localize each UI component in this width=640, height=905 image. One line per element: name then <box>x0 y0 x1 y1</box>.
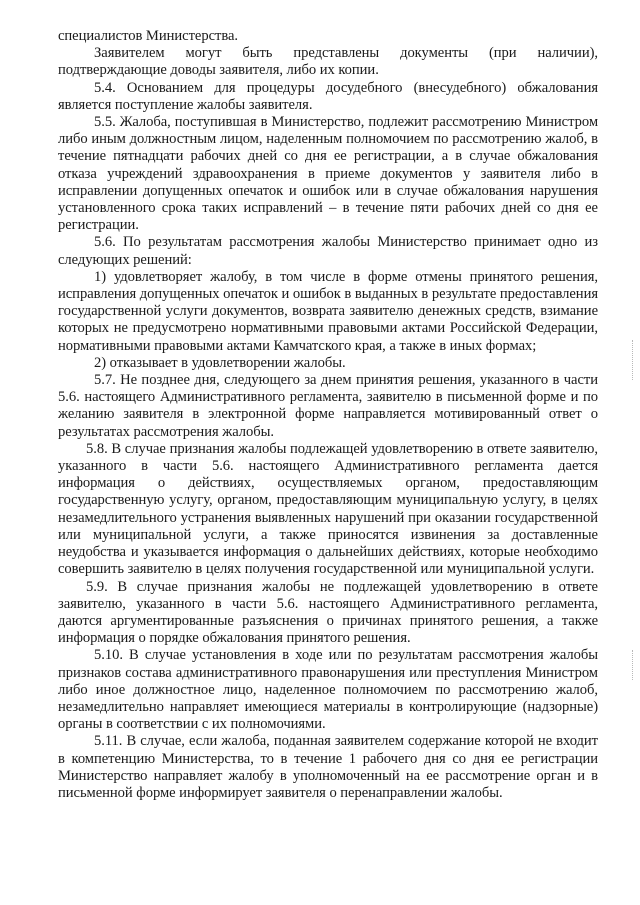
paragraph-5-9: 5.9. В случае признания жалобы не подлежащей удовлетворению в ответе заявителю, указанного в части 5.6. настоящего Административного регламента, даются аргументированные разъяснения о причинах принятого решения, а также информация о порядке обжалования принятого решения. <box>58 578 598 647</box>
paragraph-continuation: специалистов Министерства. <box>58 28 238 44</box>
paragraph-5-6: 5.6. По результатам рассмотрения жалобы Министерство принимает одно из следующих решений: <box>58 234 598 268</box>
paragraph-5-4: 5.4. Основанием для процедуры досудебного (внесудебного) обжалования является поступление жалобы заявителя. <box>58 79 598 113</box>
paragraph-5-5: 5.5. Жалоба, поступившая в Министерство, подлежит рассмотрению Министром либо иным должностным лицом, наделенным полномочием по рассмотрению жалоб, в течение пятнадцати рабочих дней со дня ее регистрации, а в случае обжалования отказа учреждений здравоохранения в приеме документов у заявителя либо в исправлении допущенных опечаток и ошибок или в случае обжалования нарушения установленного срока таких исправлений – в течение пяти рабочих дней со дня ее регистрации. <box>58 114 598 234</box>
paragraph-documents: Заявителем могут быть представлены документы (при наличии), подтверждающие доводы заявителя, либо их копии. <box>58 45 598 79</box>
paragraph-5-11: 5.11. В случае, если жалоба, поданная заявителем содержание которой не входит в компетенцию Министерства, то в течение 1 рабочего дня со дня ее регистрации Министерство направляет жалобу в уполномоченный на ее рассмотрение орган и в письменной форме информирует заявителя о перенаправлении жалобы. <box>58 733 598 801</box>
paragraph-5-6-item-2: 2) отказывает в удовлетворении жалобы. <box>94 354 346 371</box>
paragraph-5-7: 5.7. Не позднее дня, следующего за днем принятия решения, указанного в части 5.6. настоящего Административного регламента, заявителю в письменной форме и по желанию заявителя в электронной форме направляется мотивированный ответ о результатах рассмотрения жалобы. <box>58 372 598 440</box>
scan-artifact <box>632 340 636 380</box>
paragraph-5-6-item-1: 1) удовлетворяет жалобу, в том числе в форме отмены принятого решения, исправления допущенных опечаток и ошибок в выданных в результате предоставления государственной услуги документов, возврата заявителю денежных средств, взимание которых не предусмотрено нормативными правовыми актами Российской Федерации, нормативными правовыми актами Камчатского края, а также в иных формах; <box>58 268 598 354</box>
paragraph-5-10: 5.10. В случае установления в ходе или по результатам рассмотрения жалобы признаков состава административного правонарушения или преступления Министром либо иное должностное лицо, наделенное полномочием по рассмотрению жалоб, незамедлительно направляет имеющиеся материалы в контролирующие (надзорные) органы в соответствии с их полномочиями. <box>58 647 598 733</box>
paragraph-5-8: 5.8. В случае признания жалобы подлежащей удовлетворению в ответе заявителю, указанного в части 5.6. настоящего Административного регламента дается информация о действиях, осуществляемых органом, предоставляющим государственную услугу, органом, предоставляющим муниципальную услугу, в целях незамедлительного устранения выявленных нарушений при оказании государственной или муниципальной услуги, а также приносятся извинения за доставленные неудобства и указывается информация о дальнейших действиях, которые необходимо совершить заявителю в целях получения государственной или муниципальной услуги. <box>58 440 598 578</box>
scan-artifact <box>632 650 636 680</box>
